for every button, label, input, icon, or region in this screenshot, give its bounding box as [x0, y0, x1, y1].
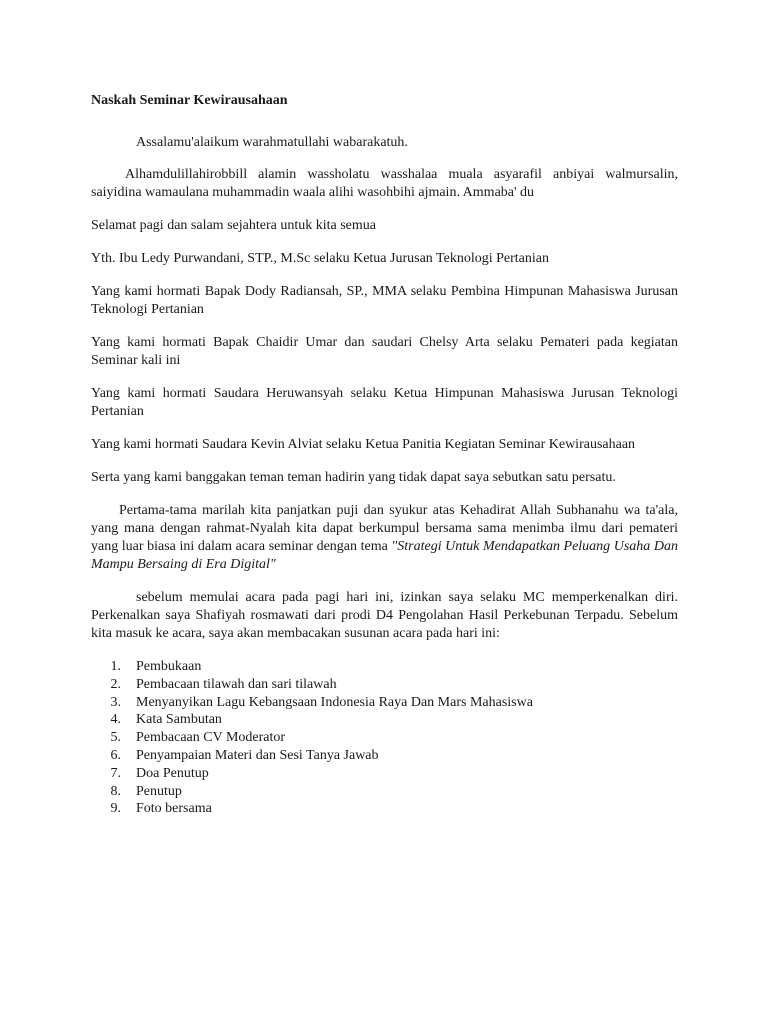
introduction-paragraph: sebelum memulai acara pada pagi hari ini, izinkan saya selaku MC memperkenalkan diri. Perkenalkan saya Shafiyah rosmawati dari prodi D4 Pengolahan Hasil Perkebunan Terpadu. Sebelum kita masuk ke acara, saya akan membacakan susunan acara pada hari ini: — [91, 590, 678, 641]
agenda-text: Pembacaan CV Moderator — [136, 730, 286, 746]
agenda-item — [91, 765, 678, 783]
opening-paragraph: Alhamdulillahirobbill alamin wassholatu wasshalaa muala asyarafil anbiyai walmursalin, saiyidina wamaulana muhammadin waala alihi wasohbihi ajmain. Ammaba' du — [91, 167, 678, 200]
agenda-item — [91, 711, 678, 729]
agenda-number: 1. — [110, 659, 121, 674]
agenda-list — [91, 658, 678, 818]
agenda-item — [91, 694, 678, 712]
agenda-text: Foto bersama — [136, 801, 212, 817]
agenda-text: Pembacaan tilawah dan sari tilawah — [136, 676, 337, 692]
agenda-number: 2. — [110, 676, 121, 692]
honorific-paragraph: Yang kami hormati Saudara Heruwansyah selaku Ketua Himpunan Mahasiswa Jurusan Teknologi Pertanian — [91, 386, 678, 419]
agenda-number: 9. — [110, 801, 121, 817]
agenda-text: Kata Sambutan — [136, 712, 222, 728]
agenda-item — [91, 747, 678, 765]
agenda-number: 5. — [110, 730, 121, 746]
document-page — [91, 92, 678, 818]
agenda-number: 7. — [110, 765, 121, 781]
seminar-theme: "Strategi Untuk Mendapatkan Peluang Usaha Dan Mampu Bersaing di Era Digital" — [91, 539, 678, 572]
honorific-paragraph: Yang kami hormati Bapak Dody Radiansah, SP., MMA selaku Pembina Himpunan Mahasiswa Jurusan Teknologi Pertanian — [91, 284, 678, 317]
agenda-number: 4. — [110, 712, 121, 728]
agenda-text: Penutup — [136, 783, 182, 799]
gratitude-text: Pertama-tama marilah kita panjatkan puji dan syukur atas Kehadirat Allah Subhanahu wa ta'ala, yang mana dengan rahmat-Nyalah kita dapat berkumpul bersama sama menimba ilmu dari pemateri yang luar biasa ini dalam acara seminar dengan tema — [91, 503, 678, 554]
good-morning-paragraph: Selamat pagi dan salam sejahtera untuk kita semua — [91, 218, 376, 233]
agenda-item — [91, 676, 678, 694]
agenda-item — [91, 800, 678, 818]
document-title: Naskah Seminar Kewirausahaan — [91, 93, 288, 108]
audience-paragraph: Serta yang kami banggakan teman teman hadirin yang tidak dapat saya sebutkan satu persatu. — [91, 470, 616, 485]
agenda-number: 6. — [110, 747, 121, 763]
agenda-text: Pembukaan — [136, 659, 202, 674]
honorific-paragraph: Yang kami hormati Bapak Chaidir Umar dan saudari Chelsy Arta selaku Pemateri pada kegiatan Seminar kali ini — [91, 335, 678, 368]
honorific-paragraph: Yth. Ibu Ledy Purwandani, STP., M.Sc selaku Ketua Jurusan Teknologi Pertanian — [91, 251, 549, 266]
agenda-item — [91, 729, 678, 747]
agenda-text: Doa Penutup — [136, 765, 209, 781]
agenda-number: 3. — [110, 694, 121, 710]
gratitude-paragraph — [91, 502, 678, 574]
agenda-text: Menyanyikan Lagu Kebangsaan Indonesia Raya Dan Mars Mahasiswa — [136, 694, 533, 710]
greeting-paragraph: Assalamu'alaikum warahmatullahi wabarakatuh. — [136, 135, 408, 150]
agenda-number: 8. — [110, 783, 121, 799]
agenda-item — [91, 658, 678, 676]
honorific-paragraph: Yang kami hormati Saudara Kevin Alviat selaku Ketua Panitia Kegiatan Seminar Kewirausahaan — [91, 437, 636, 452]
agenda-text: Penyampaian Materi dan Sesi Tanya Jawab — [136, 747, 379, 763]
agenda-item — [91, 783, 678, 801]
